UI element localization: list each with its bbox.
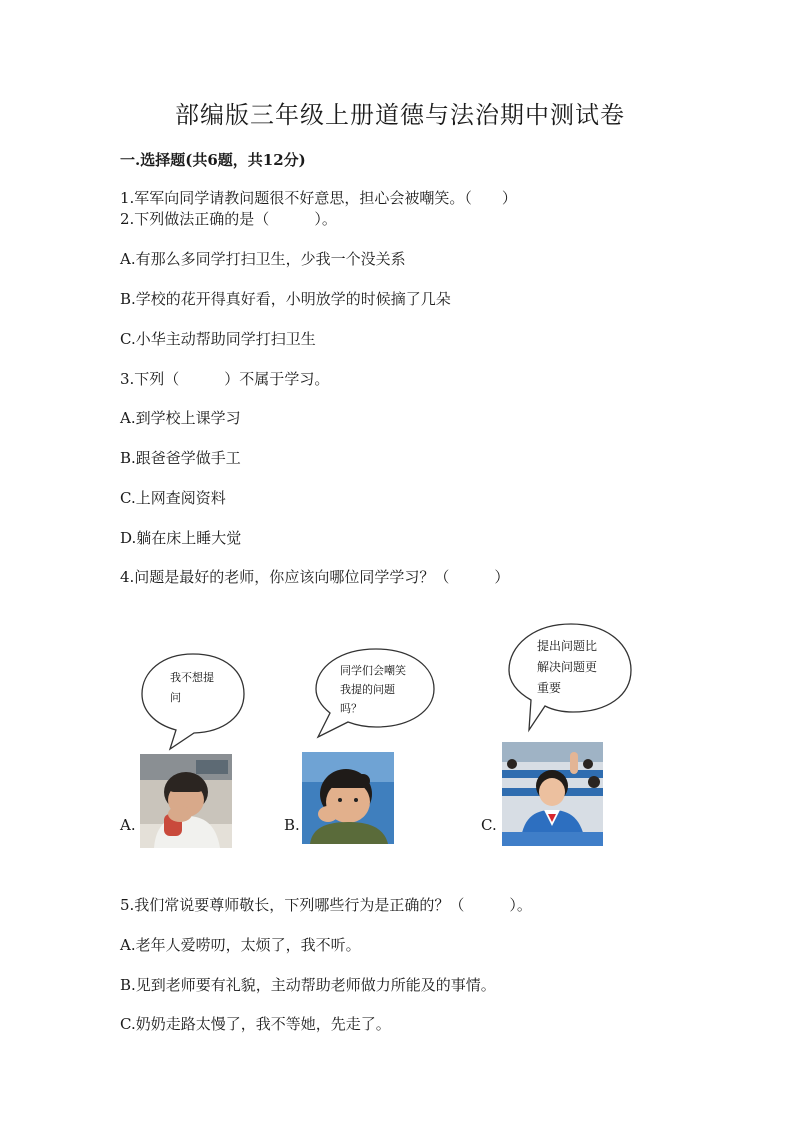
- bubble-b-line-2: 我提的问题: [340, 683, 395, 696]
- question-2-option-b: B.学校的花开得真好看，小明放学的时候摘了几朵: [120, 290, 451, 308]
- question-5-option-b: B.见到老师要有礼貌，主动帮助老师做力所能及的事情。: [120, 976, 496, 994]
- photo-boy-thinking: [302, 752, 394, 844]
- question-3-option-a: A.到学校上课学习: [120, 409, 241, 427]
- question-1: 1.军军向同学请教问题很不好意思，担心会被嘲笑。（ ）: [120, 189, 517, 207]
- bubble-c-line-3: 重要: [537, 681, 562, 695]
- page-title: 部编版三年级上册道德与法治期中测试卷: [175, 101, 625, 129]
- question-3-option-b: B.跟爸爸学做手工: [120, 449, 241, 467]
- bubble-a-line-2: 问: [170, 691, 181, 704]
- question-2-option-c: C.小华主动帮助同学打扫卫生: [120, 330, 316, 348]
- question-2-stem: 2.下列做法正确的是（ ）。: [120, 210, 337, 228]
- speech-bubble-c: [505, 620, 635, 732]
- section-heading: 一.选择题(共6题，共12分): [120, 151, 306, 169]
- photo-girl-raising-hand: [502, 742, 603, 846]
- bubble-b-line-1: 同学们会嘲笑: [340, 664, 406, 677]
- question-5-option-c: C.奶奶走路太慢了，我不等她，先走了。: [120, 1015, 391, 1033]
- question-5-option-a: A.老年人爱唠叨，太烦了，我不听。: [120, 936, 361, 954]
- question-4-stem: 4.问题是最好的老师，你应该向哪位同学学习？（ ）: [120, 568, 510, 586]
- question-3-option-d: D.躺在床上睡大觉: [120, 529, 242, 547]
- question-2-option-a: A.有那么多同学打扫卫生，少我一个没关系: [120, 250, 406, 268]
- question-3-option-c: C.上网查阅资料: [120, 489, 226, 507]
- bubble-a-line-1: 我不想提: [170, 671, 214, 684]
- bubble-c-line-1: 提出问题比: [537, 639, 598, 653]
- photo-boy-covering-mouth: [140, 754, 232, 848]
- question-3-stem: 3.下列（ ）不属于学习。: [120, 370, 330, 388]
- figure-label-b: B.: [284, 816, 300, 834]
- figure-label-c: C.: [481, 816, 497, 834]
- speech-bubble-a: [138, 650, 248, 750]
- bubble-b-line-3: 吗？: [340, 702, 362, 715]
- speech-bubble-b: [310, 645, 438, 740]
- bubble-c-line-2: 解决问题更: [537, 660, 598, 674]
- question-5-stem: 5.我们常说要尊师敬长，下列哪些行为是正确的？（ ）。: [120, 896, 532, 914]
- figure-label-a: A.: [120, 816, 136, 834]
